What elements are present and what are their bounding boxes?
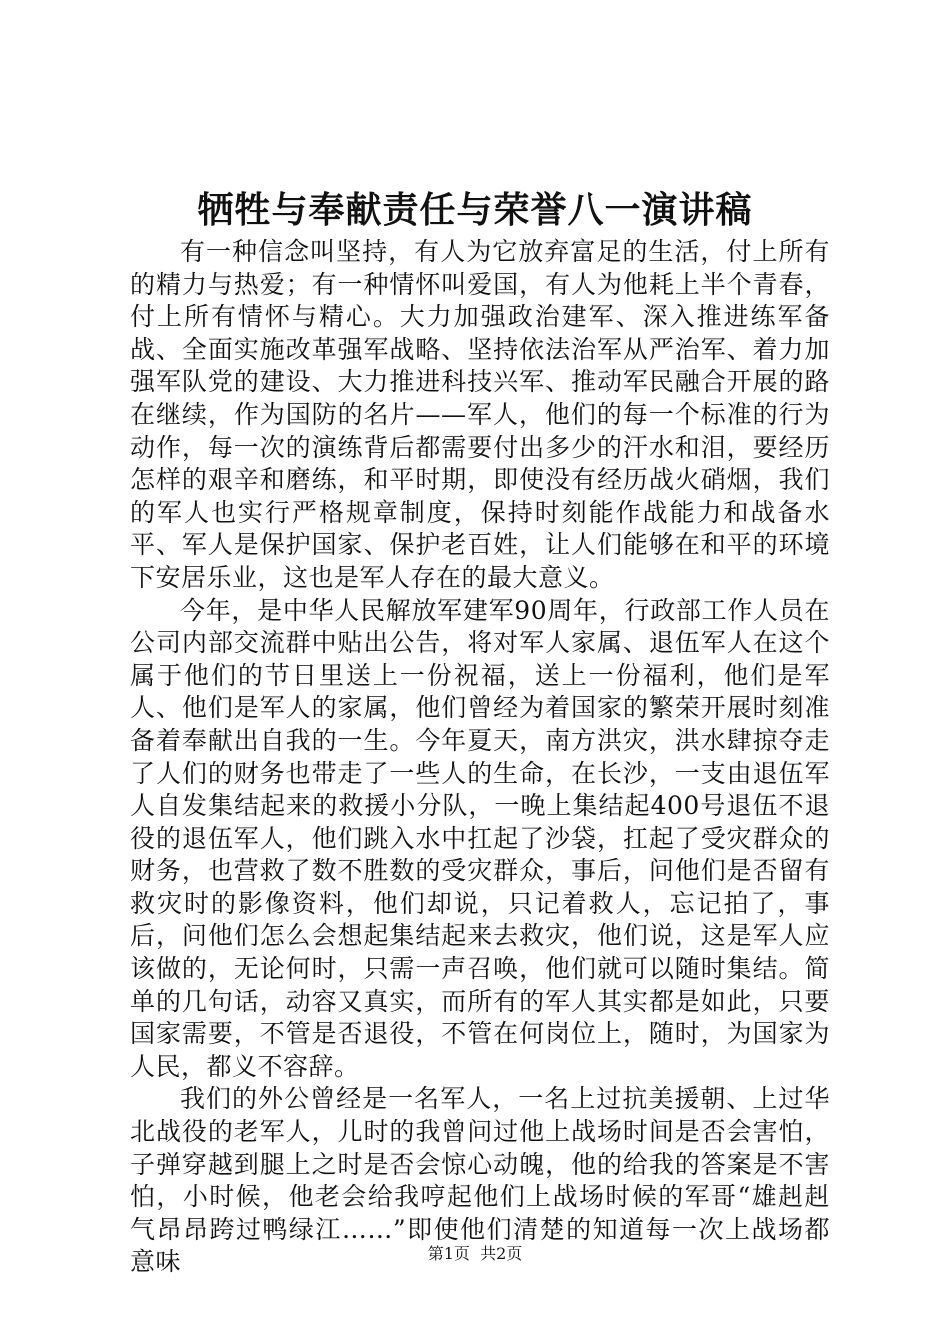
paragraph-1: 有一种信念叫坚持，有人为它放弃富足的生活，付上所有的精力与热爱；有一种情怀叫爱国，有人为他耗上半个青春，付上所有情怀与精心。大力加强政治建军、深入推进练军备战、全面实施改革强军战略、坚持依法治军从严治军、着力加强军队党的建设、大力推进科技兴军、推动军民融合开展的路在继续，作为国防的名片——军人，他们的每一个标准的行为动作，每一次的演练背后都需要付出多少的汗水和泪，要经历怎样的艰辛和磨练，和平时期，即使没有经历战火硝烟，我们的军人也实行严格规章制度，保持时刻能作战能力和战备水平、军人是保护国家、保护老百姓，让人们能够在和平的环境下安居乐业，这也是军人存在的最大意义。 xyxy=(130,237,830,592)
paragraph-3: 我们的外公曾经是一名军人，一名上过抗美援朝、上过华北战役的老军人，儿时的我曾问过他上战场时间是否会害怕，子弹穿越到腿上之时是否会惊心动魄，他的给我的答案是不害怕，小时候，他老会给我哼起他们上战场时候的军哥“雄赳赳气昂昂跨过鸭绿江……”即使他们清楚的知道每一次上战场都意味 xyxy=(130,1084,830,1277)
page-footer xyxy=(0,1243,950,1265)
document-body xyxy=(130,236,830,1279)
document-title: 牺牲与奉献责任与荣誉八一演讲稿 xyxy=(197,189,753,231)
page-number-current: 第1页 xyxy=(427,1244,470,1263)
page-number-total: 共2页 xyxy=(480,1244,523,1263)
paragraph-2: 今年，是中华人民解放军建军90周年，行政部工作人员在公司内部交流群中贴出公告，将对军人家属、退伍军人在这个属于他们的节日里送上一份祝福，送上一份福利，他们是军人、他们是军人的家属，他们曾经为着国家的繁荣开展时刻准备着奉献出自我的一生。今年夏天，南方洪灾，洪水肆掠夺走了人们的财务也带走了一些人的生命，在长沙，一支由退伍军人自发集结起来的救援小分队，一晚上集结起400号退伍不退役的退伍军人，他们跳入水中扛起了沙袋，扛起了受灾群众的财务，也营救了数不胜数的受灾群众，事后，问他们是否留有救灾时的影像资料，他们却说，只记着救人，忘记拍了，事后，问他们怎么会想起集结起来去救灾，他们说，这是军人应该做的，无论何时，只需一声召唤，他们就可以随时集结。简单的几句话，动容又真实，而所有的军人其实都是如此，只要国家需要，不管是否退役，不管在何岗位上，随时，为国家为人民，都义不容辞。 xyxy=(130,595,830,1081)
